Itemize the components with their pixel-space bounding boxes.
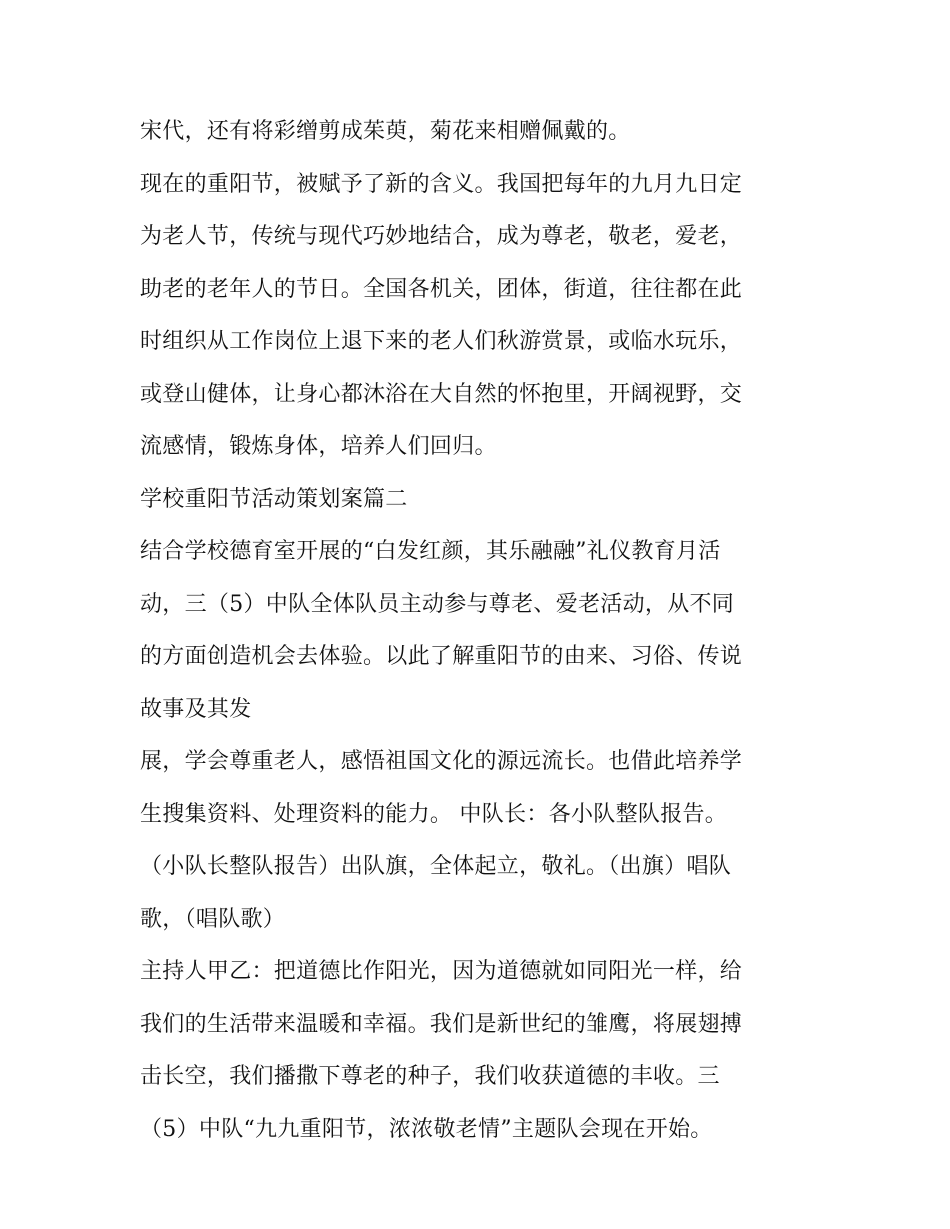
- text-line: 我们的生活带来温暖和幸福。我们是新世纪的雏鹰，将展翅搏: [140, 1011, 743, 1037]
- text-line: 结合学校德育室开展的“白发红颜，其乐融融”礼仪教育月活: [140, 539, 721, 564]
- text-line: 助老的老年人的节日。全国各机关，团体，街道，往往都在此: [140, 276, 743, 302]
- text-line: 或登山健体，让身心都沐浴在大自然的怀抱里，开阔视野，交: [140, 381, 743, 407]
- text-line: 动，三（5）中队全体队员主动参与尊老、爱老活动，从不同: [140, 591, 735, 617]
- text-line: （小队长整队报告）出队旗，全体起立，敬礼。（出旗）唱队: [140, 854, 732, 879]
- text-line: 流感情，锻炼身体，培养人们回归。: [140, 434, 497, 459]
- document-body: [140, 106, 820, 1156]
- text-line: 故事及其发: [140, 696, 252, 722]
- text-line: 展，学会尊重老人，感悟祖国文化的源远流长。也借此培养学: [140, 749, 743, 774]
- text-line: 宋代，还有将彩缯剪成茱萸，菊花来相赠佩戴的。: [140, 119, 631, 144]
- text-line: 击长空，我们播撒下尊老的种子，我们收获道德的丰收。三: [140, 1064, 720, 1089]
- text-line: 的方面创造机会去体验。以此了解重阳节的由来、习俗、传说: [140, 644, 743, 669]
- text-line: 现在的重阳节，被赋予了新的含义。我国把每年的九月九日定: [140, 171, 743, 197]
- text-line: 为老人节，传统与现代巧妙地结合，成为尊老，敬老，爱老，: [140, 224, 743, 249]
- text-line: 时组织从工作岗位上退下来的老人们秋游赏景，或临水玩乐，: [140, 329, 743, 354]
- text-line: 歌，（唱队歌）: [140, 906, 286, 932]
- text-line: （5）中队“九九重阳节，浓浓敬老情”主题队会现在开始。: [140, 1116, 713, 1142]
- text-line: 主持人甲乙：把道德比作阳光，因为道德就如同阳光一样，给: [140, 959, 743, 984]
- section-heading: 学校重阳节活动策划案篇二: [140, 486, 408, 512]
- text-line: 生搜集资料、处理资料的能力。 中队长：各小队整队报告。: [140, 801, 728, 827]
